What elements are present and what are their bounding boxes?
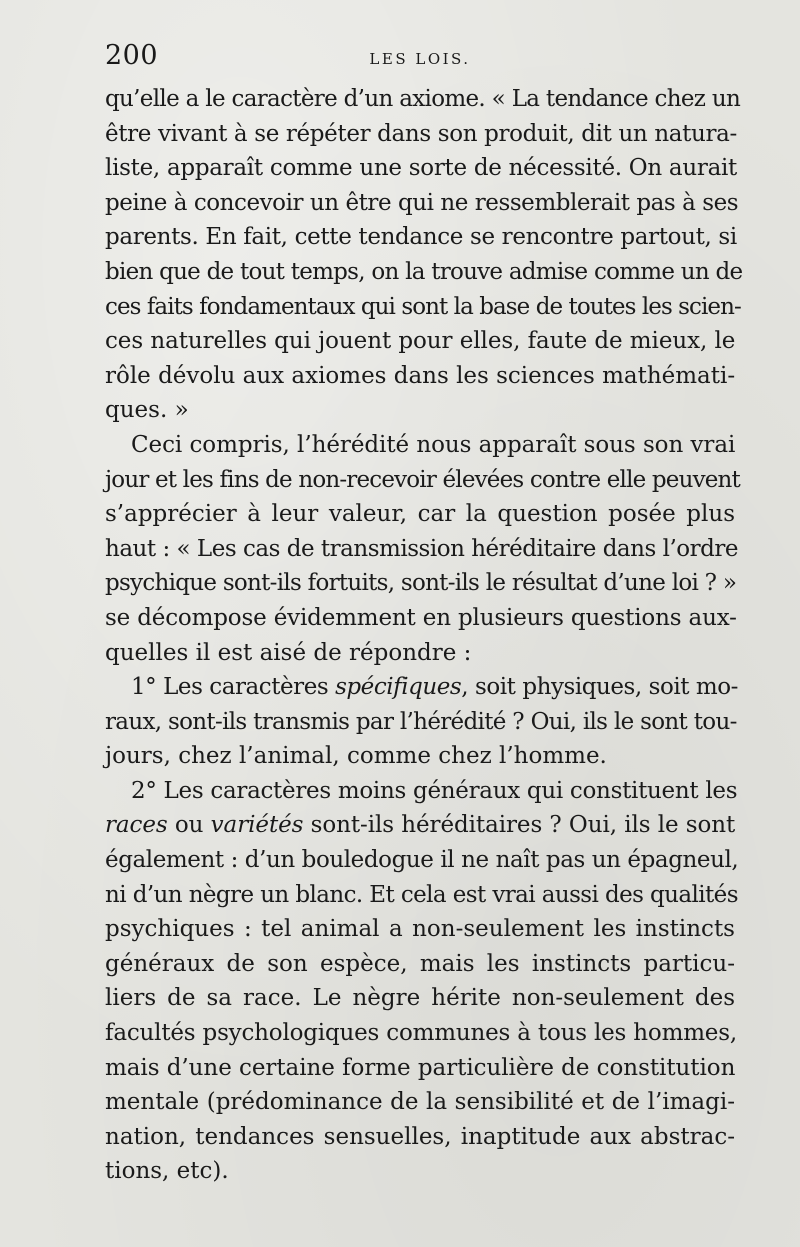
text-run: sont-ils héréditaires ? Oui, ils le sont (303, 812, 736, 839)
text-line: se décompose évidemment en plusieurs questions aux- (105, 604, 737, 631)
text-line: psychiques : tel animal a non-seulement les instincts (105, 916, 735, 943)
text-line: parents. En fait, cette tendance se rencontre partout, si (105, 224, 737, 251)
paragraph-1 (105, 82, 743, 428)
text-line: liers de sa race. Le nègre hérite non-seulement des (105, 985, 735, 1012)
text-line: haut : « Les cas de transmission héréditaire dans l’ordre (105, 535, 739, 562)
italic-term: spécifiques (335, 674, 462, 701)
text-line: facultés psychologiques communes à tous les hommes, (105, 1020, 737, 1047)
text-line: être vivant à se répéter dans son produit, dit un natura- (105, 120, 737, 147)
text-line: 2° Les caractères moins généraux qui constituent les (131, 777, 738, 804)
paragraph-2 (105, 428, 740, 670)
page-number: 200 (105, 40, 159, 71)
italic-term: races (105, 812, 168, 839)
running-title: LES LOIS. (369, 50, 471, 68)
text-line: bien que de tout temps, on la trouve admise comme un de (105, 258, 743, 285)
text-line: rôle dévolu aux axiomes dans les sciences mathémati- (105, 362, 736, 389)
text-line (105, 670, 738, 705)
text-line: tions, etc). (105, 1158, 229, 1185)
text-line (105, 808, 735, 843)
text-line: jours, chez l’animal, comme chez l’homme. (105, 743, 607, 770)
text-line: ces naturelles qui jouent pour elles, faute de mieux, le (105, 328, 736, 355)
text-line: ques. » (105, 397, 189, 424)
text-line: s’apprécier à leur valeur, car la question posée plus (105, 501, 735, 528)
body-text (105, 82, 743, 1189)
text-line: mentale (prédominance de la sensibilité et de l’imagi- (105, 1089, 735, 1116)
text-run: ou (167, 812, 211, 839)
text-line: quelles il est aisé de répondre : (105, 639, 472, 666)
paragraph-3 (105, 670, 738, 774)
text-line: ni d’un nègre un blanc. Et cela est vrai aussi des qualités (105, 881, 738, 908)
text-line: raux, sont-ils transmis par l’hérédité ? Oui, ils le sont tou- (105, 708, 737, 735)
text-line: peine à concevoir un être qui ne ressemblerait pas à ses (105, 189, 739, 216)
text-line: psychique sont-ils fortuits, sont-ils le résultat d’une loi ? » (105, 570, 737, 597)
text-run: , soit physiques, soit mo- (461, 674, 738, 701)
text-line: nation, tendances sensuelles, inaptitude aux abstrac- (105, 1123, 735, 1150)
text-line: généraux de son espèce, mais les instincts particu- (105, 950, 735, 977)
text-run: 1° Les caractères (131, 674, 336, 701)
text-line: ces faits fondamentaux qui sont la base de toutes les scien- (105, 293, 741, 320)
text-line: qu’elle a le caractère d’un axiome. « La tendance chez un (105, 86, 741, 112)
italic-term: variétés (210, 812, 304, 839)
paragraph-4 (105, 774, 739, 1189)
text-line: Ceci compris, l’hérédité nous apparaît sous son vrai (131, 431, 736, 458)
text-line: jour et les fins de non-recevoir élevées contre elle peuvent (105, 466, 740, 493)
page-header (105, 40, 735, 80)
text-line: également : d’un bouledogue il ne naît pas un épagneul, (105, 847, 739, 874)
text-line: liste, apparaît comme une sorte de nécessité. On aurait (105, 155, 738, 182)
text-line: mais d’une certaine forme particulière de constitution (105, 1054, 736, 1081)
